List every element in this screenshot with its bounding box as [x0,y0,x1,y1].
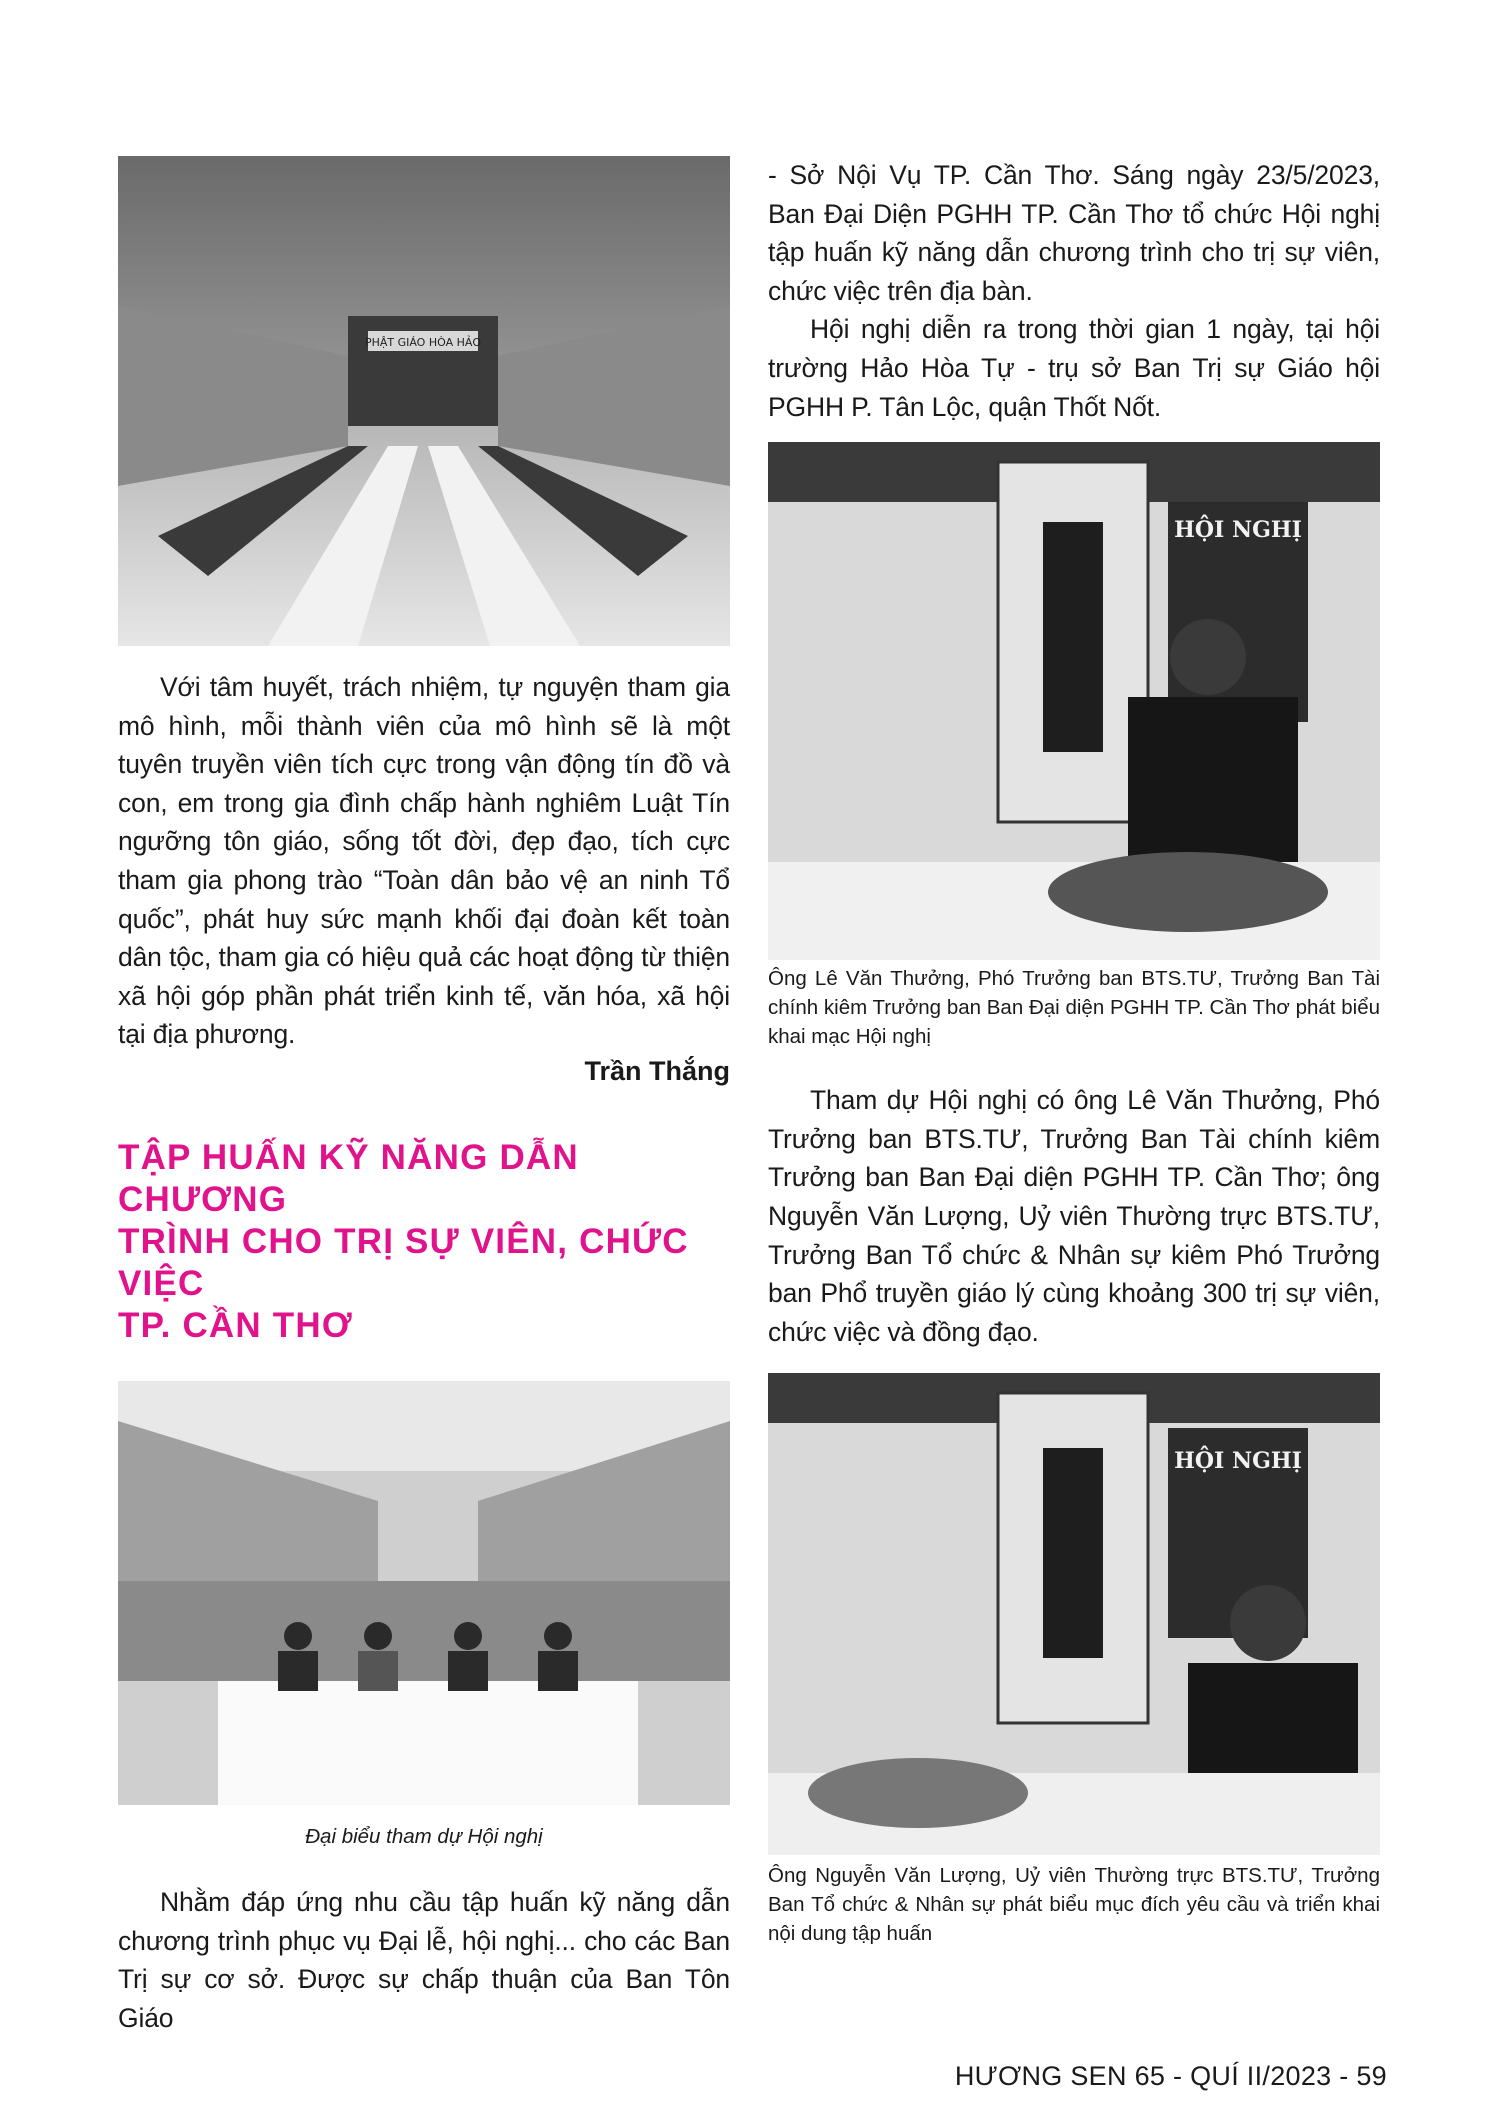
paragraph-attendees: Tham dự Hội nghị có ông Lê Văn Thưởng, Phó Trưởng ban BTS.TƯ, Trưởng Ban Tài chính kiêm Trưởng ban Ban Đại diện PGHH TP. Cần Thơ; ông Nguyễn Văn Lượng, Uỷ viên Thường trực BTS.TƯ, Trưởng Ban Tổ chức & Nhân sự kiêm Phó Trưởng ban Phổ truyền giáo lý cùng khoảng 300 trị sự viên, chức việc và đồng đạo. [768,1085,1380,1347]
heading-line-2: TRÌNH CHO TRỊ SỰ VIÊN, CHỨC VIỆC [118,1221,689,1303]
paragraph-training-need: Nhằm đáp ứng nhu cầu tập huấn kỹ năng dẫn chương trình phục vụ Đại lễ, hội nghị... cho các Ban Trị sự cơ sở. Được sự chấp thuận của Ban Tôn Giáo [118,1886,730,2033]
right-column [768,156,1380,1948]
speaker-2-illustration [768,1373,1380,1855]
photo-meeting-hall [118,156,730,646]
caption-speaker-2: Ông Nguyễn Văn Lượng, Uỷ viên Thường trực BTS.TƯ, Trưởng Ban Tổ chức & Nhân sự phát biểu mục đích yêu cầu và triển khai nội dung tập huấn [768,1864,1380,1946]
heading-line-3: TP. CẦN THƠ [118,1305,353,1345]
photo-speaker-2 [768,1373,1380,1855]
heading-line-1: TẬP HUẤN KỸ NĂNG DẪN CHƯƠNG [118,1137,579,1219]
hall-banner-text: PHẬT GIÁO HÒA HẢO [364,336,482,349]
paragraph-model-members: Với tâm huyết, trách nhiệm, tự nguyện tham gia mô hình, mỗi thành viên của mô hình sẽ là một tuyên truyền viên tích cực trong vận động tín đồ và con, em trong gia đình chấp hành nghiêm Luật Tín ngưỡng tôn giáo, sống tốt đời, đẹp đạo, tích cực tham gia phong trào “Toàn dân bảo vệ an ninh Tổ quốc”, phát huy sức mạnh khối đại đoàn kết toàn dân tộc, tham gia có hiệu quả các hoạt động từ thiện xã hội góp phần phát triển kinh tế, văn hóa, xã hội tại địa phương. [118,672,730,1050]
speaker-2-banner-text: HỘI NGHỊ [1174,1448,1302,1475]
article-heading [118,1137,730,1347]
caption-speaker-1: Ông Lê Văn Thưởng, Phó Trưởng ban BTS.TƯ, Trưởng Ban Tài chính kiêm Trưởng ban Ban Đại diện PGHH TP. Cần Thơ phát biểu khai mạc Hội nghị [768,967,1380,1049]
delegates-illustration [118,1381,730,1805]
photo-delegates [118,1381,730,1805]
speaker-1-banner-text: HỘI NGHỊ [1174,517,1302,544]
author-name: Trần Thắng [584,1055,730,1086]
speaker-1-illustration [768,442,1380,960]
page-footer: HƯƠNG SEN 65 - QUÍ II/2023 - 59 [954,2061,1387,2091]
photo-speaker-1 [768,442,1380,960]
left-column [118,156,730,2037]
meeting-hall-illustration [118,156,730,646]
paragraph-organizer: - Sở Nội Vụ TP. Cần Thơ. Sáng ngày 23/5/2023, Ban Đại Diện PGHH TP. Cần Thơ tổ chức Hội nghị tập huấn kỹ năng dẫn chương trình cho trị sự viên, chức việc trên địa bàn. [768,160,1380,306]
caption-delegates: Đại biểu tham dự Hội nghị [305,1824,543,1848]
paragraph-venue: Hội nghị diễn ra trong thời gian 1 ngày, tại hội trường Hảo Hòa Tự - trụ sở Ban Trị sự Giáo hội PGHH P. Tân Lộc, quận Thốt Nốt. [768,314,1380,422]
